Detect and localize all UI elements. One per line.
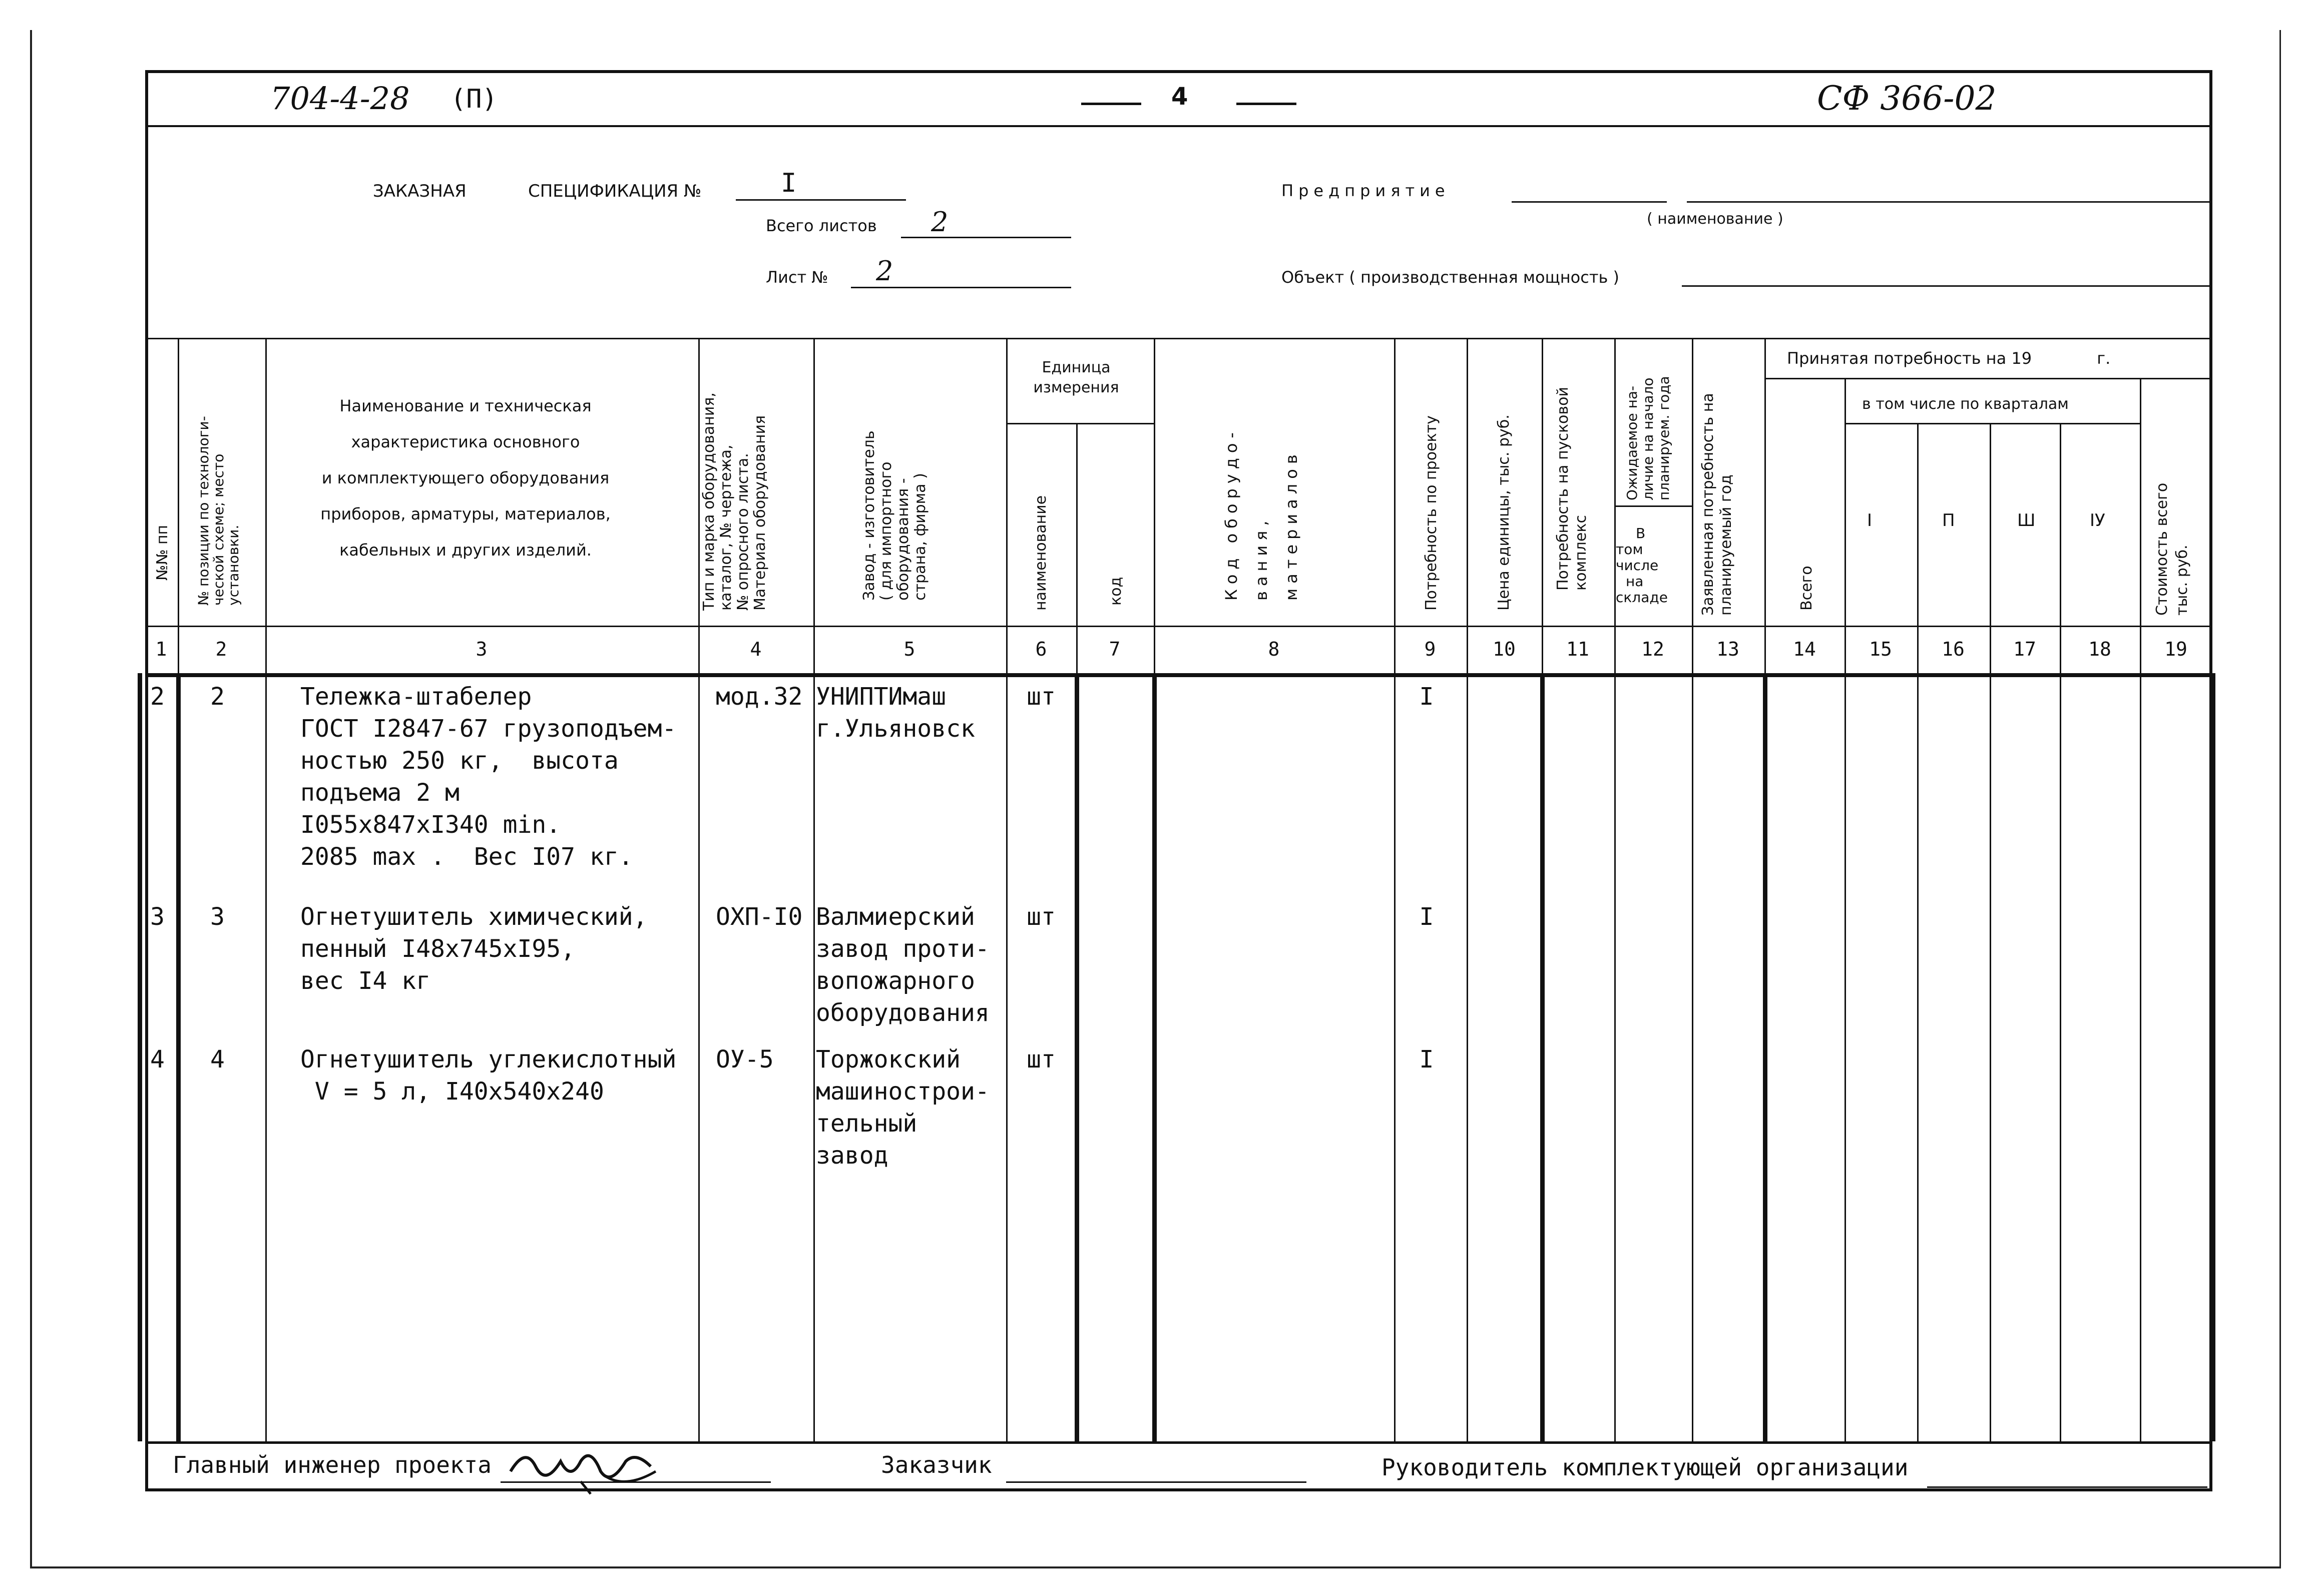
column-number-7: 7 [1109,638,1121,660]
column-number-10: 10 [1493,638,1516,660]
grid-vline [1540,673,1545,1441]
row-maker: Торжокский машинострои- тельный завод [816,1045,990,1170]
col-11-header: Потребность на пусковой комплекс [1554,387,1590,591]
supplier-head-label: Руководитель комплектующей организации [1381,1454,1909,1481]
row-maker: Валмиерский завод проти- вопожарного оборудования [816,903,990,1027]
quarters-group-header: в том числе по кварталам [1862,395,2069,413]
row-quantity: I [1419,683,1434,711]
column-number-16: 16 [1942,638,1965,660]
col-19-header: Стоимость всего тыс. руб. [2153,482,2191,616]
page-number: 4 [1171,83,1188,111]
total-sheets-label: Всего листов [766,216,877,235]
col-1-header: №№ пп [154,524,171,581]
column-number-6: 6 [1035,638,1047,660]
row-name: Огнетушитель химический, пенный I48x745xI95, вес I4 кг [300,903,648,995]
accepted-group-header: Принятая потребность на 19 г. [1787,349,2111,368]
col-8-header: Код оборудо- вания, материалов [1222,427,1301,601]
grid-vline [1006,338,1008,1441]
grid-vline [1394,338,1396,1441]
row-name: Тележка-штабелер ГОСТ I2847-67 грузоподъем- ностью 250 кг, высота подъема 2 м I055x847xI340 min. 2085 max . Вес I07 кг. [300,683,677,871]
chief-engineer-line [501,1481,771,1483]
column-number-17: 17 [2013,638,2036,660]
row-unit: шт [1027,903,1056,931]
col-18-header: IУ [2090,510,2105,530]
row-maker: УНИПТИмаш г.Ульяновск [816,683,975,743]
enterprise-line-b [1687,201,2212,203]
grid-vline [2140,378,2141,1441]
column-number-18: 18 [2088,638,2111,660]
column-number-9: 9 [1424,638,1436,660]
row-unit: шт [1027,1045,1056,1074]
spec-title-b: СПЕЦИФИКАЦИЯ № [528,181,702,201]
column-number-14: 14 [1793,638,1816,660]
sheet-label: Лист № [766,268,828,287]
row-position: 3 [210,903,225,931]
col-6-header: наименование [1032,495,1050,611]
sheet-code: СФ 366-02 [1817,79,1997,118]
column-number-1: 1 [155,638,167,660]
col-5-header: Завод - изготовитель ( для импортного оборудования - страна, фирма ) [860,430,929,601]
total-sheets-line [901,237,1071,238]
row-number: 4 [150,1045,165,1074]
spec-no-line [736,199,906,201]
object-label: Объект ( производственная мощность ) [1281,268,1619,287]
row-position: 2 [210,683,225,711]
col-3-header: Наименование и техническая характеристика основного и комплектующего оборудования приборов, арматуры, материалов, кабельных и других изделий. [320,396,611,560]
project-code: 704-4-28 [270,80,410,117]
grid-hline [1844,423,2140,424]
row-number: 3 [150,903,165,931]
unit-group-header: Единица измерения [1033,359,1119,396]
grid-vline [1990,423,1991,1441]
grid-vline [1614,338,1616,1441]
grid-vline [698,338,700,1441]
total-sheets: 2 [931,206,949,238]
spec-title-a: ЗАКАЗНАЯ [373,181,467,201]
naming-hint: ( наименование ) [1647,210,1783,228]
chief-engineer-label: Главный инженер проекта [173,1451,492,1478]
col-10-header: Цена единицы, тыс. руб. [1495,414,1513,611]
col-12-top-header: Ожидаемое на- личие на начало планируем. года [1624,376,1672,500]
grid-hline [145,1441,2212,1444]
customer-line [1006,1481,1306,1483]
chief-engineer-signature [506,1441,671,1498]
col-12-bottom-header: В том числе на складе [1616,525,1668,606]
column-number-5: 5 [903,638,915,660]
column-number-2: 2 [215,638,227,660]
column-number-12: 12 [1641,638,1664,660]
row-number: 2 [150,683,165,711]
spec-no: I [781,168,797,198]
row-type: мод.32 [716,683,803,711]
page-number-dash-right [1236,103,1296,105]
col-13-header: Заявленная потребность на планируемый год [1699,393,1735,616]
grid-vline [813,338,815,1441]
grid-hline [1614,505,1692,507]
column-number-19: 19 [2164,638,2187,660]
grid-vline [265,338,267,1441]
grid-vline [2060,423,2061,1441]
column-number-15: 15 [1869,638,1892,660]
col-17-header: Ш [2017,510,2036,530]
col-4-header: Тип и марка оборудования, каталог, № чертежа, № опросного листа. Материал оборудования [700,392,769,611]
grid-vline [1844,378,1846,1441]
header-divider [145,125,2212,127]
col-16-header: П [1942,510,1955,530]
row-type: ОУ-5 [716,1045,774,1074]
supplier-head-line [1927,1486,2207,1488]
row-unit: шт [1027,683,1056,711]
row-type: ОХП-I0 [716,903,803,931]
grid-hline [145,338,2212,339]
col-14-header: Всего [1798,566,1815,611]
grid-hline [1764,378,2212,379]
grid-vline [1075,673,1079,1441]
column-number-11: 11 [1566,638,1589,660]
page-number-dash-left [1081,103,1141,105]
grid-hline [145,673,2212,677]
grid-vline [1917,423,1919,1441]
col-9-header: Потребность по проекту [1423,415,1440,611]
grid-vline [2211,673,2215,1441]
row-name: Огнетушитель углекислотный V = 5 л, I40x540x240 [300,1045,677,1106]
column-number-4: 4 [750,638,762,660]
object-line [1682,285,2212,287]
grid-vline [176,673,181,1441]
grid-vline [1467,338,1468,1441]
enterprise-line-a [1512,201,1667,203]
col-7-header: код [1107,577,1125,606]
grid-hline [1006,423,1154,424]
customer-label: Заказчик [881,1451,992,1478]
column-number-13: 13 [1716,638,1739,660]
row-position: 4 [210,1045,225,1074]
column-number-8: 8 [1268,638,1280,660]
enterprise-label: Предприятие [1281,181,1450,200]
project-suffix: (П) [450,84,498,114]
grid-vline [1763,673,1767,1441]
grid-hline [145,626,2212,627]
row-quantity: I [1419,1045,1434,1074]
column-number-3: 3 [476,638,488,660]
grid-vline [1152,673,1157,1441]
grid-vline [138,673,142,1441]
col-2-header: № позиции по технологи- ческой схеме; место установки. [195,416,242,606]
sheet-no: 2 [876,255,893,287]
row-quantity: I [1419,903,1434,931]
sheet-no-line [851,287,1071,288]
grid-vline [1692,338,1693,1441]
col-15-header: I [1867,510,1873,530]
